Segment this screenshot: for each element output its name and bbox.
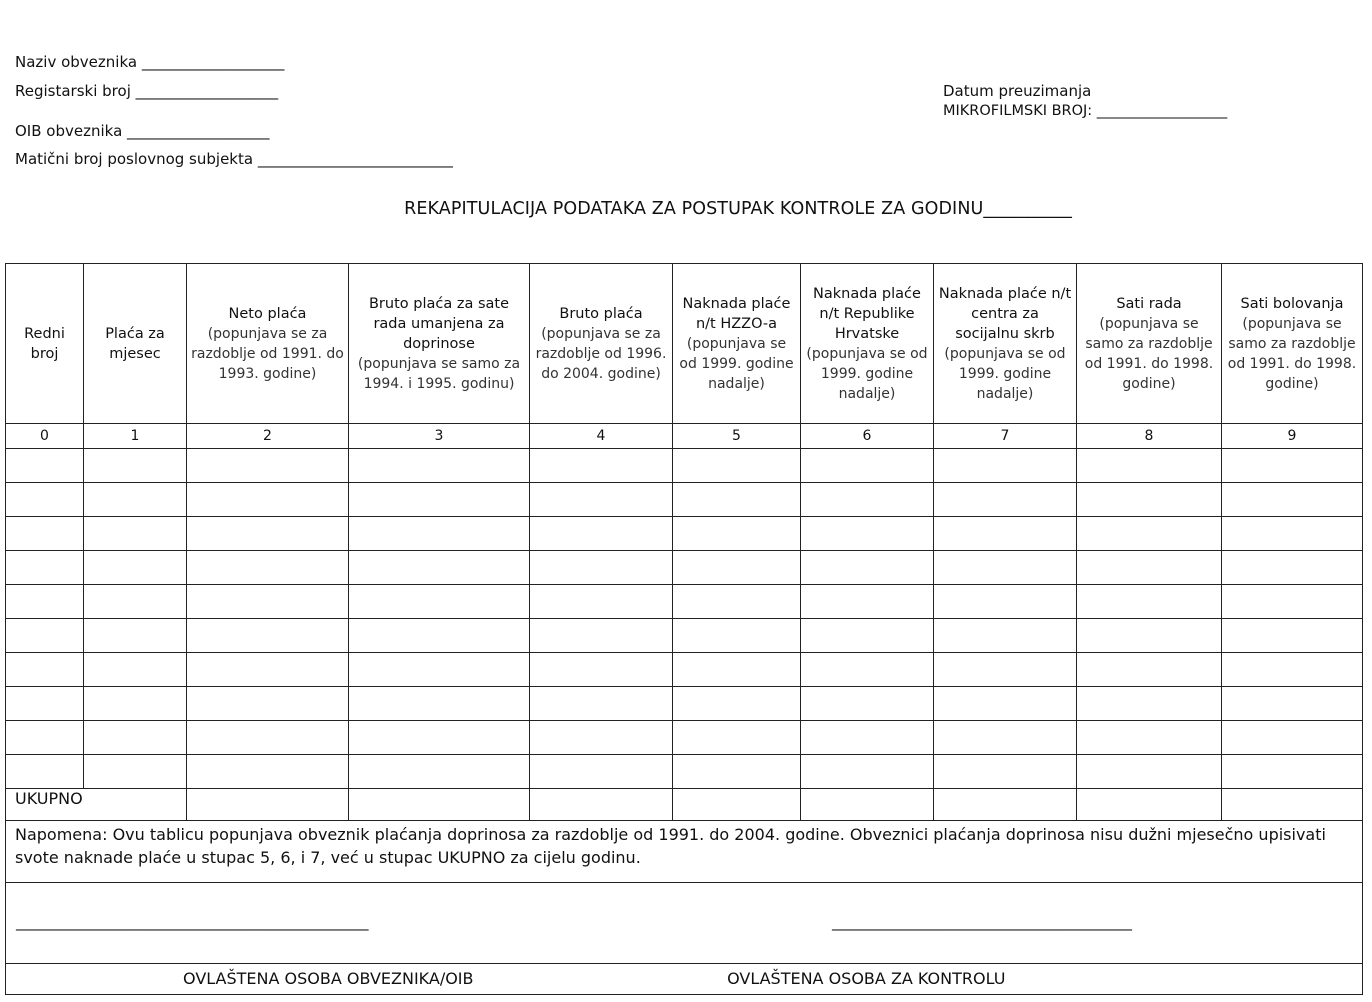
table-row [6, 449, 1363, 483]
column-header-title: Neto plaća [228, 305, 307, 322]
table-cell[interactable] [1222, 687, 1363, 721]
table-cell[interactable] [187, 755, 349, 789]
table-row [6, 551, 1363, 585]
column-header-note: (popunjava se za razdoblje od 1991. do 1993. godine) [191, 325, 344, 382]
column-number: 4 [530, 424, 673, 449]
table-cell[interactable] [801, 483, 934, 517]
column-number: 7 [934, 424, 1077, 449]
column-header-title: Bruto plaća [559, 305, 643, 322]
table-cell[interactable] [673, 755, 801, 789]
table-cell[interactable] [673, 721, 801, 755]
total-cell[interactable] [530, 789, 673, 821]
table-cell[interactable] [1077, 721, 1222, 755]
table-cell[interactable] [673, 653, 801, 687]
table-cell[interactable] [934, 449, 1077, 483]
column-header-6 [801, 264, 934, 424]
table-cell[interactable] [187, 721, 349, 755]
column-header-title: Sati rada [1116, 295, 1182, 312]
table-cell[interactable] [801, 619, 934, 653]
table-cell[interactable] [934, 517, 1077, 551]
column-header-4 [530, 264, 673, 424]
table-cell[interactable] [934, 483, 1077, 517]
column-header-3 [349, 264, 530, 424]
table-cell[interactable] [673, 585, 801, 619]
column-number: 3 [349, 424, 530, 449]
table-cell[interactable] [6, 483, 84, 517]
table-cell[interactable] [1077, 517, 1222, 551]
table-cell[interactable] [349, 755, 530, 789]
table-cell[interactable] [1222, 619, 1363, 653]
table-cell[interactable] [934, 687, 1077, 721]
table-cell[interactable] [530, 755, 673, 789]
column-header-note: (popunjava se od 1999. godine nadalje) [944, 345, 1066, 402]
column-header-title: Redni broj [24, 325, 65, 362]
signature-area [6, 883, 1363, 964]
table-cell[interactable] [187, 687, 349, 721]
naziv-obveznika-field[interactable]: Naziv obveznika ___________________ [15, 53, 285, 71]
table-cell[interactable] [1222, 721, 1363, 755]
table-cell[interactable] [187, 551, 349, 585]
table-cell[interactable] [84, 551, 187, 585]
oib-obveznika-field[interactable]: OIB obveznika ___________________ [15, 122, 270, 140]
table-cell[interactable] [673, 551, 801, 585]
table-cell[interactable] [6, 585, 84, 619]
table-cell[interactable] [187, 517, 349, 551]
table-row [6, 653, 1363, 687]
column-header-title: Bruto plaća za sate rada umanjena za doprinose [368, 295, 509, 352]
column-header-title: Naknada plaće n/t Republike Hrvatske [813, 285, 921, 342]
table-cell[interactable] [530, 721, 673, 755]
table-cell[interactable] [801, 755, 934, 789]
total-label: UKUPNO [6, 789, 187, 821]
table-cell[interactable] [84, 483, 187, 517]
signature-line-right[interactable]: ________________________________________ [832, 913, 1132, 931]
column-header-0 [6, 264, 84, 424]
signature-label-left: OVLAŠTENA OSOBA OBVEZNIKA/OIB [183, 969, 474, 988]
column-number-row [6, 424, 1363, 449]
mikrofilmski-broj-field[interactable]: MIKROFILMSKI BROJ: __________________ [943, 103, 1228, 119]
table-cell[interactable] [673, 619, 801, 653]
column-header-2 [187, 264, 349, 424]
table-cell[interactable] [349, 449, 530, 483]
column-header-note: (popunjava se za razdoblje od 1996. do 2004. godine) [535, 325, 667, 382]
table-cell[interactable] [530, 449, 673, 483]
table-cell[interactable] [530, 619, 673, 653]
table-cell[interactable] [673, 687, 801, 721]
column-header-title: Naknada plaće n/t centra za socijalnu skrb [938, 285, 1072, 342]
column-header-note: (popunjava se samo za razdoblje od 1991. do 1998. godine) [1084, 315, 1214, 392]
table-cell[interactable] [349, 687, 530, 721]
table-cell[interactable] [1077, 449, 1222, 483]
table-cell[interactable] [6, 755, 84, 789]
column-header-note: (popunjava se od 1999. godine nadalje) [679, 335, 794, 392]
note-row [6, 821, 1363, 883]
table-cell[interactable] [1222, 653, 1363, 687]
total-cell[interactable] [801, 789, 934, 821]
table-cell[interactable] [673, 483, 801, 517]
table-cell[interactable] [1077, 585, 1222, 619]
total-cell[interactable] [673, 789, 801, 821]
table-cell[interactable] [801, 721, 934, 755]
table-cell[interactable] [187, 585, 349, 619]
table-cell[interactable] [187, 483, 349, 517]
table-cell[interactable] [530, 585, 673, 619]
datum-preuzimanja-label: Datum preuzimanja [943, 82, 1092, 100]
table-cell[interactable] [1222, 517, 1363, 551]
table-cell[interactable] [934, 721, 1077, 755]
table-cell[interactable] [934, 619, 1077, 653]
column-header-title: Naknada plaće n/t HZZO-a [682, 295, 791, 332]
table-cell[interactable] [187, 619, 349, 653]
table-cell[interactable] [6, 551, 84, 585]
column-header-title: Plaća za mjesec [105, 325, 165, 362]
table-cell[interactable] [6, 449, 84, 483]
table-cell[interactable] [801, 585, 934, 619]
total-cell[interactable] [1077, 789, 1222, 821]
recap-table [5, 263, 1363, 995]
table-cell[interactable] [801, 449, 934, 483]
column-header-note: (popunjava se samo za razdoblje od 1991. do 1998. godine) [1227, 315, 1357, 392]
table-cell[interactable] [84, 619, 187, 653]
table-cell[interactable] [801, 653, 934, 687]
table-cell[interactable] [84, 687, 187, 721]
column-header-7 [934, 264, 1077, 424]
column-number: 8 [1077, 424, 1222, 449]
table-cell[interactable] [1222, 551, 1363, 585]
table-cell[interactable] [1077, 687, 1222, 721]
table-cell[interactable] [349, 585, 530, 619]
total-row [6, 789, 1363, 821]
column-number: 9 [1222, 424, 1363, 449]
total-cell[interactable] [934, 789, 1077, 821]
table-cell[interactable] [1077, 483, 1222, 517]
table-cell[interactable] [530, 551, 673, 585]
total-cell[interactable] [1222, 789, 1363, 821]
table-row [6, 585, 1363, 619]
table-cell[interactable] [530, 483, 673, 517]
table-row [6, 483, 1363, 517]
column-header-1 [84, 264, 187, 424]
page-title: REKAPITULACIJA PODATAKA ZA POSTUPAK KONTROLE ZA GODINU__________ [404, 199, 1072, 219]
table-cell[interactable] [6, 517, 84, 551]
column-header-title: Sati bolovanja [1240, 295, 1344, 312]
header-row [6, 264, 1363, 424]
table-cell[interactable] [934, 585, 1077, 619]
table-cell[interactable] [530, 517, 673, 551]
column-header-note: (popunjava se od 1999. godine nadalje) [806, 345, 928, 402]
table-cell[interactable] [187, 449, 349, 483]
total-cell[interactable] [187, 789, 349, 821]
signature-line-left[interactable]: _______________________________________________ [16, 913, 369, 931]
table-cell[interactable] [1222, 483, 1363, 517]
table-row [6, 721, 1363, 755]
column-header-9 [1222, 264, 1363, 424]
column-number: 2 [187, 424, 349, 449]
table-cell[interactable] [84, 721, 187, 755]
column-header-8 [1077, 264, 1222, 424]
registarski-broj-field[interactable]: Registarski broj ___________________ [15, 82, 279, 100]
column-number: 6 [801, 424, 934, 449]
table-cell[interactable] [801, 551, 934, 585]
table-row [6, 517, 1363, 551]
column-header-note: (popunjava se samo za 1994. i 1995. godinu) [357, 355, 521, 392]
table-cell[interactable] [1077, 755, 1222, 789]
table-cell[interactable] [934, 755, 1077, 789]
table-cell[interactable] [934, 653, 1077, 687]
table-cell[interactable] [6, 687, 84, 721]
table-cell[interactable] [349, 551, 530, 585]
signature-line-row [6, 883, 1363, 964]
table-cell[interactable] [1222, 585, 1363, 619]
table-cell[interactable] [801, 687, 934, 721]
signature-label-right: OVLAŠTENA OSOBA ZA KONTROLU [727, 969, 1006, 988]
table-cell[interactable] [187, 653, 349, 687]
table-cell[interactable] [349, 653, 530, 687]
note-text: Napomena: Ovu tablicu popunjava obveznik plaćanja doprinosa za razdoblje od 1991. do 2004. godine. Obveznici plaćanja doprinosa nisu dužni mjesečno upisivati svote naknade plaće u stupac 5, 6, i 7, već u stupac UKUPNO za cijelu godinu. [6, 821, 1363, 883]
total-cell[interactable] [349, 789, 530, 821]
column-number: 5 [673, 424, 801, 449]
table-cell[interactable] [1077, 619, 1222, 653]
table-cell[interactable] [1222, 449, 1363, 483]
table-cell[interactable] [673, 449, 801, 483]
table-row [6, 755, 1363, 789]
table-cell[interactable] [1222, 755, 1363, 789]
maticni-broj-field[interactable]: Matični broj poslovnog subjekta __________________________ [15, 150, 453, 168]
table-cell[interactable] [84, 755, 187, 789]
column-number: 1 [84, 424, 187, 449]
table-cell[interactable] [1077, 551, 1222, 585]
table-cell[interactable] [349, 619, 530, 653]
table-cell[interactable] [84, 517, 187, 551]
column-header-5 [673, 264, 801, 424]
table-row [6, 619, 1363, 653]
table-cell[interactable] [1077, 653, 1222, 687]
table-row [6, 687, 1363, 721]
table-cell[interactable] [84, 449, 187, 483]
table-cell[interactable] [673, 517, 801, 551]
table-cell[interactable] [801, 517, 934, 551]
table-cell[interactable] [349, 517, 530, 551]
table-cell[interactable] [349, 483, 530, 517]
table-cell[interactable] [6, 619, 84, 653]
table-cell[interactable] [934, 551, 1077, 585]
column-number: 0 [6, 424, 84, 449]
table-cell[interactable] [84, 585, 187, 619]
table-cell[interactable] [6, 721, 84, 755]
table-cell[interactable] [530, 687, 673, 721]
table-cell[interactable] [84, 653, 187, 687]
table-cell[interactable] [6, 653, 84, 687]
table-cell[interactable] [530, 653, 673, 687]
table-cell[interactable] [349, 721, 530, 755]
signature-label-row [6, 964, 1363, 995]
